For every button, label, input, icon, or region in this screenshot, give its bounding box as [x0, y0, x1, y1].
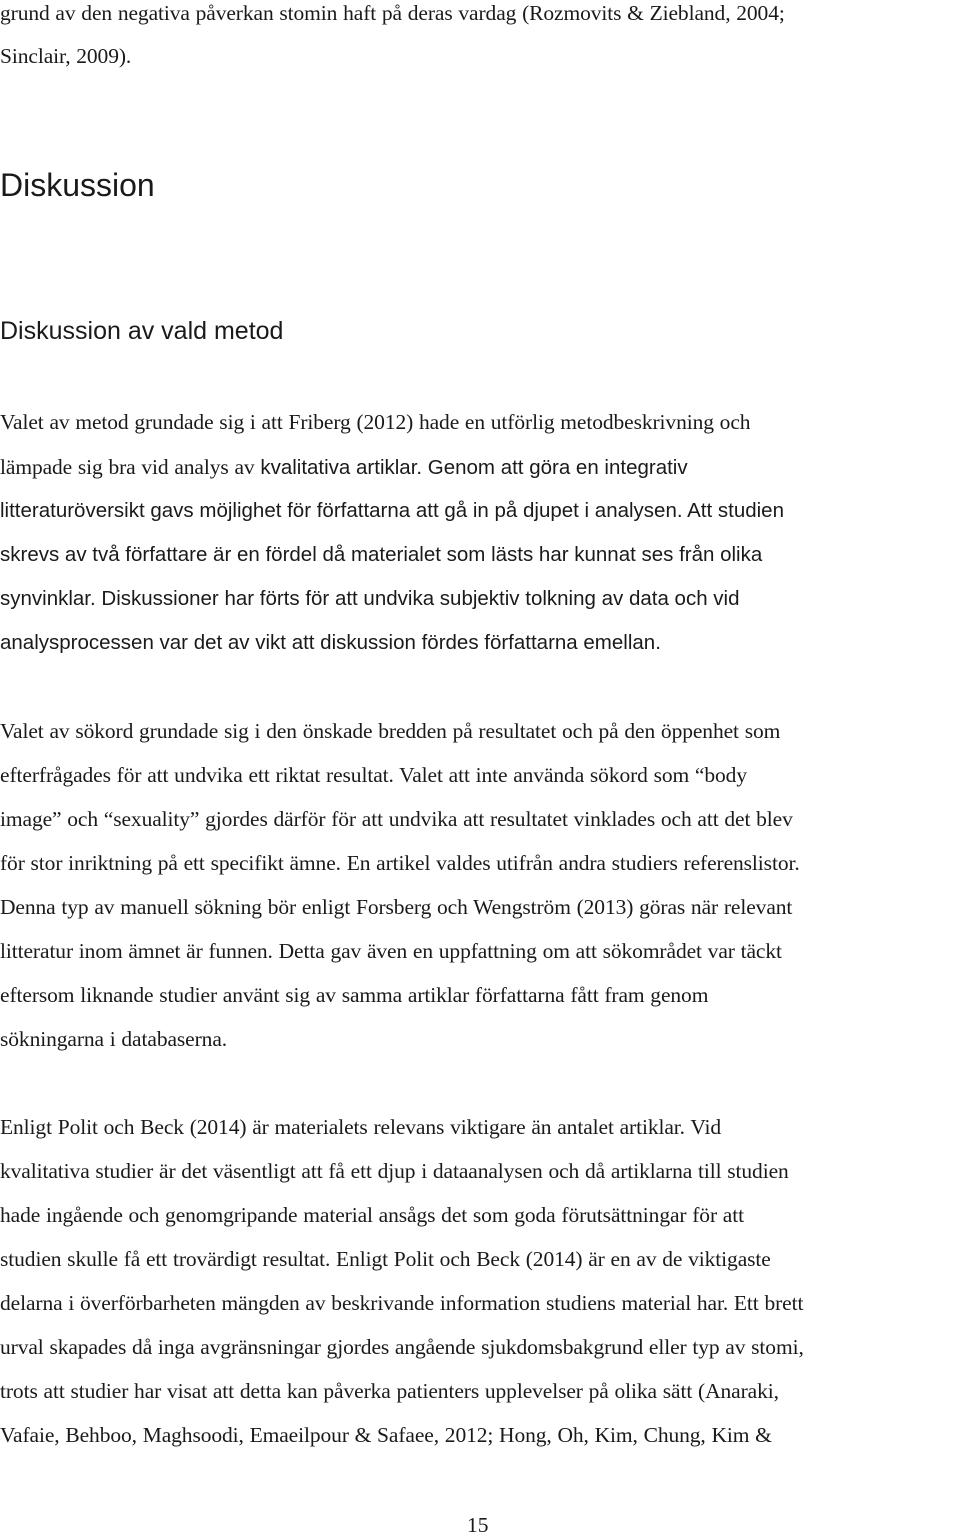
- paragraph-text-sans: synvinklar. Diskussioner har förts för att undvika subjektiv tolkning av data och vid: [0, 587, 740, 610]
- paragraph-line: [0, 543, 762, 567]
- paragraph-line: sökningarna i databaserna.: [0, 1027, 228, 1051]
- paragraph-line: eftersom liknande studier använt sig av samma artiklar författarna fått fram genom: [0, 983, 709, 1007]
- paragraph-line: Sinclair, 2009).: [0, 44, 132, 68]
- paragraph-line: hade ingående och genomgripande material ansågs det som goda förutsättningar för att: [0, 1203, 744, 1227]
- paragraph-line: delarna i överförbarheten mängden av beskrivande information studiens material har. Ett brett: [0, 1291, 804, 1315]
- paragraph-line: Valet av sökord grundade sig i den önskade bredden på resultatet och på den öppenhet som: [0, 719, 781, 743]
- section-heading: Diskussion: [0, 167, 155, 203]
- paragraph-line: [0, 455, 688, 480]
- paragraph-line: [0, 631, 661, 655]
- paragraph-line: [0, 587, 740, 611]
- paragraph-line: grund av den negativa påverkan stomin haft på deras vardag (Rozmovits & Ziebland, 2004;: [0, 1, 785, 25]
- paragraph-line: Denna typ av manuell sökning bör enligt Forsberg och Wengström (2013) göras när relevant: [0, 895, 793, 919]
- paragraph-text-sans: kvalitativa artiklar. Genom att göra en integrativ: [260, 456, 688, 479]
- paragraph-line: [0, 499, 784, 523]
- page-number: 15: [467, 1513, 489, 1537]
- paragraph-line: kvalitativa studier är det väsentligt att få ett djup i dataanalysen och då artiklarna till studien: [0, 1159, 789, 1183]
- paragraph-line: studien skulle få ett trovärdigt resultat. Enligt Polit och Beck (2014) är en av de viktigaste: [0, 1247, 771, 1271]
- paragraph-line: Enligt Polit och Beck (2014) är materialets relevans viktigare än antalet artiklar. Vid: [0, 1115, 722, 1139]
- subsection-heading: Diskussion av vald metod: [0, 317, 284, 345]
- paragraph-line: litteratur inom ämnet är funnen. Detta gav även en uppfattning om att sökområdet var täckt: [0, 939, 782, 963]
- paragraph-line: Valet av metod grundade sig i att Friberg (2012) hade en utförlig metodbeskrivning och: [0, 410, 751, 434]
- paragraph-line: Vafaie, Behboo, Maghsoodi, Emaeilpour & Safaee, 2012; Hong, Oh, Kim, Chung, Kim &: [0, 1423, 772, 1447]
- paragraph-line: efterfrågades för att undvika ett riktat resultat. Valet att inte använda sökord som “body: [0, 763, 747, 787]
- paragraph-line: urval skapades då inga avgränsningar gjordes angående sjukdomsbakgrund eller typ av stomi,: [0, 1335, 804, 1359]
- paragraph-text-sans: skrevs av två författare är en fördel då materialet som lästs har kunnat ses från olika: [0, 543, 763, 566]
- paragraph-text-serif: lämpade sig bra vid analys av: [0, 455, 261, 479]
- paragraph-line: image” och “sexuality” gjordes därför för att undvika att resultatet vinklades och att det blev: [0, 807, 793, 831]
- paragraph-line: för stor inriktning på ett specifikt ämne. En artikel valdes utifrån andra studiers referenslistor.: [0, 851, 800, 875]
- paragraph-text-sans: litteraturöversikt gavs möjlighet för författarna att gå in på djupet i analysen. Att studien: [0, 499, 784, 522]
- paragraph-text-sans: analysprocessen var det av vikt att diskussion fördes författarna emellan.: [0, 631, 661, 654]
- paragraph-line: trots att studier har visat att detta kan påverka patienters upplevelser på olika sätt (Anaraki,: [0, 1379, 779, 1403]
